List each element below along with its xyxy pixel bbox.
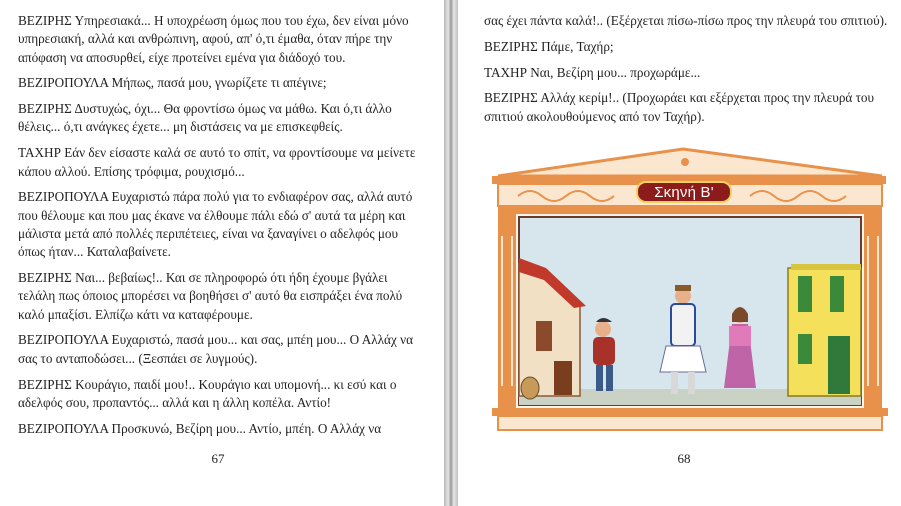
figure-head — [595, 321, 611, 337]
figure-leg — [596, 365, 603, 391]
pediment-ornament — [681, 158, 689, 166]
right-house-door — [828, 336, 850, 394]
book-spine — [444, 0, 458, 506]
vizier-hat — [675, 285, 691, 291]
dialogue-paragraph: ΒΕΖΙΡΗΣ Κουράγιο, παιδί μου!.. Κουράγιο και υπομονή... κι εσύ και ο αδελφός σου, προπαντός... αλλά και η άλλη κοπέλα. Αντίο! — [18, 376, 397, 410]
page-number-right: 68 — [677, 451, 691, 466]
dialogue-paragraph: ΤΑΧΗΡ Ναι, Βεζίρη μου... προχωράμε... — [484, 64, 701, 80]
left-column — [498, 214, 516, 408]
shadow-theatre-illustration — [488, 146, 892, 434]
dialogue-paragraph: ΒΕΖΙΡΟΠΟΥΛΑ Προσκυνώ, Βεζίρη μου... Αντίο, μπέη. Ο Αλλάχ να — [18, 420, 382, 436]
dialogue-paragraph: ΒΕΖΙΡΗΣ Υπηρεσιακά... Η υποχρέωση όμως που του έχω, δεν είναι μόνο υπηρεσιακή, αλλά και ανθρώπινη, αφού, απ' ό,τι έμαθα, όταν πήρε την απόφαση να αποσυρθεί, είχε προτείνει εμένα για διάδοχό του. — [18, 13, 409, 65]
vizier-leg — [671, 372, 678, 394]
figure-leg — [606, 365, 613, 391]
stage-pediment — [498, 149, 882, 176]
right-text-block — [484, 12, 888, 133]
dialogue-paragraph: ΒΕΖΙΡΗΣ Πάμε, Ταχήρ; — [484, 38, 614, 54]
scene-label: Σκηνή Β' — [654, 183, 714, 201]
figure-body — [593, 337, 615, 365]
stage-base — [498, 416, 882, 430]
dialogue-paragraph: ΒΕΖΙΡΗΣ Δυστυχώς, όχι... Θα φροντίσω όμως να μάθω. Και ό,τι άλλο θέλεις... ό,τι ανάγκες έχετε... μη διστάσεις να με επισκεφθείς. — [18, 101, 392, 135]
vizier-fustanella — [660, 346, 706, 372]
dialogue-paragraph: ΤΑΧΗΡ Εάν δεν είσαστε καλά σε αυτό το σπίτ, να φροντίσουμε να μείνετε κάπου αλλού. Επίσης τρόφιμα, ρουχισμό... — [18, 145, 416, 179]
jar — [521, 377, 539, 399]
dialogue-paragraph: ΒΕΖΙΡΗΣ Αλλάχ κερίμ!.. (Προχωράει και εξέρχεται προς την πλευρά του σπιτιού ακολουθούμενος από τον Ταχήρ). — [484, 90, 875, 124]
stage-upper-bar — [498, 206, 882, 214]
right-page — [458, 0, 901, 506]
girl-bodice — [729, 326, 751, 346]
left-page — [0, 0, 444, 506]
vizier-tunic — [671, 304, 695, 346]
right-house-shutter — [798, 334, 812, 364]
left-house-window — [536, 321, 552, 351]
right-column — [864, 214, 882, 408]
vizier-leg — [688, 372, 695, 394]
right-house-shutter — [798, 276, 812, 312]
dialogue-paragraph: ΒΕΖΙΡΟΠΟΥΛΑ Ευχαριστώ, πασά μου... και σας, μπέη μου... Ο Αλλάχ να σας το ανταποδώσει... (Ξεσπάει σε λυγμούς). — [18, 332, 413, 366]
stage-base-bar — [492, 408, 888, 416]
page-number-left: 67 — [211, 451, 225, 466]
dialogue-paragraph: ΒΕΖΙΡΗΣ Ναι... βεβαίως!.. Και σε πληροφορώ ότι ήδη έχουμε βγάλει τελάλη πως όποιος μπορέσει να βοηθήσει σ' αυτό θα εισπράξει ένα πολύ καλό μπαξίσι. Ελπίζω κάτι να καταφέρουμε. — [18, 270, 403, 322]
dialogue-paragraph: ΒΕΖΙΡΟΠΟΥΛΑ Ευχαριστώ πάρα πολύ για το ενδιαφέρον σας, αλλά αυτό που θέλουμε και που μας έκανε να έλθουμε πάλι εδώ σ' αυτά τα μέρη και μάλιστα μετά από πολλές περιπέτειες, είναι να ξαναγίνει ο αδελφός μου όπως ήταν... Καταλαβαίνετε. — [18, 189, 413, 260]
right-house-shutter — [830, 276, 844, 312]
dialogue-paragraph: σας έχει πάντα καλά!.. (Εξέρχεται πίσω-πίσω προς την πλευρά του σπιτιού). — [484, 13, 888, 28]
dialogue-paragraph: ΒΕΖΙΡΟΠΟΥΛΑ Μήπως, πασά μου, γνωρίζετε τι απέγινε; — [18, 75, 327, 91]
right-house-cornice — [791, 264, 861, 270]
left-house-door — [554, 361, 572, 395]
left-text-block — [18, 12, 420, 445]
